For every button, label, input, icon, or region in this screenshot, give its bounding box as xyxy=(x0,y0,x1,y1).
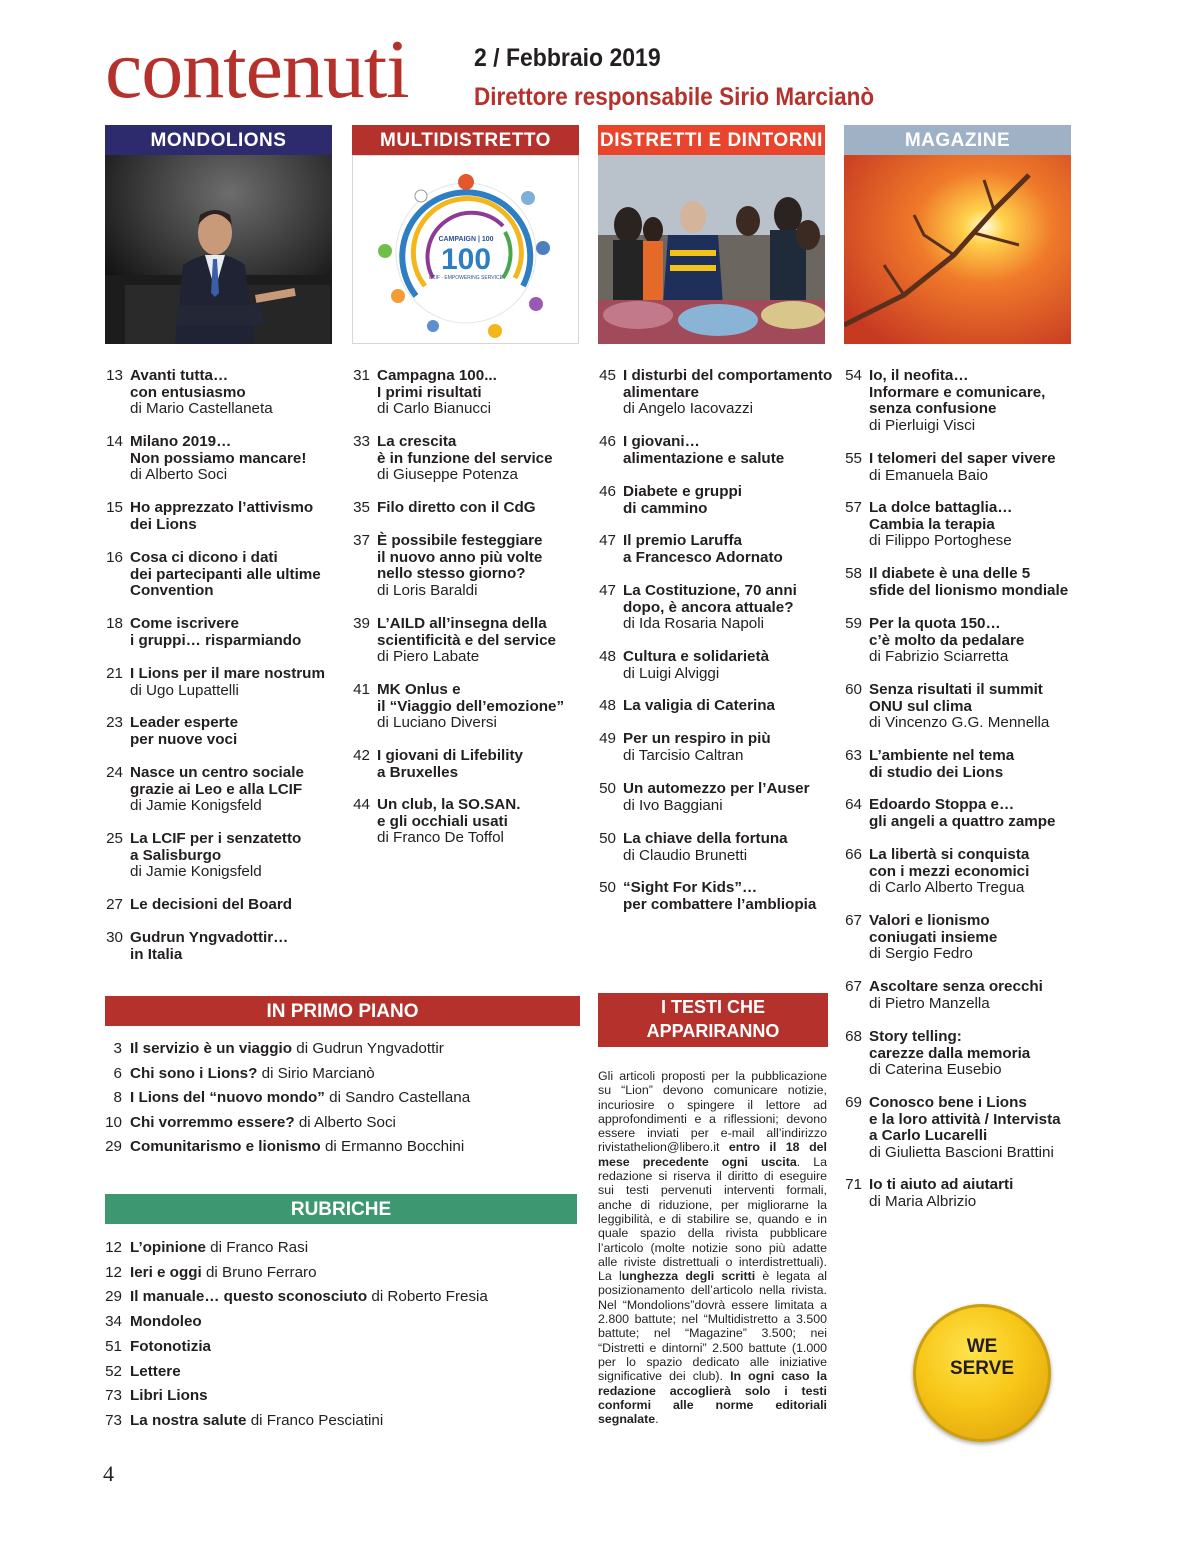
toc-page-number: 59 xyxy=(845,615,862,632)
toc-author: di Ivo Baggiani xyxy=(623,796,723,814)
list-page-number: 73 xyxy=(105,1387,122,1405)
toc-page-number: 13 xyxy=(106,367,123,384)
toc-entry-text xyxy=(130,897,340,914)
toc-page-number: 63 xyxy=(845,747,862,764)
campaign-100-logo xyxy=(353,156,579,344)
toc-page-number: 24 xyxy=(106,764,123,781)
toc-entry-text xyxy=(869,1029,1079,1079)
list-title: I Lions del “nuovo mondo” xyxy=(130,1089,325,1107)
list-author: di Roberto Fresia xyxy=(371,1288,488,1306)
toc-title: Come iscrivere i gruppi… risparmiando xyxy=(130,615,302,649)
column-heading-multidistretto: MULTIDISTRETTO xyxy=(352,125,579,155)
toc-entry-text xyxy=(869,748,1079,781)
toc-title: Senza risultati il summit ONU sul clima xyxy=(869,681,1043,715)
toc-title: Ascoltare senza orecchi xyxy=(869,978,1043,995)
photo-campaign-100 xyxy=(352,155,579,344)
photo-volunteers xyxy=(598,155,825,344)
toc-author: di Sergio Fedro xyxy=(869,945,973,963)
toc-author: di Jamie Konigsfeld xyxy=(130,797,262,815)
column-heading-distretti: DISTRETTI E DINTORNI xyxy=(598,125,825,155)
list-page-number: 6 xyxy=(113,1064,122,1082)
list-title: Il servizio è un viaggio xyxy=(130,1040,293,1057)
toc-author: di Piero Labate xyxy=(377,648,480,666)
volunteers-illustration xyxy=(598,155,825,344)
toc-title: I giovani… alimentazione e salute xyxy=(623,433,785,467)
toc-entry-text xyxy=(869,682,1079,732)
list-item xyxy=(100,1040,580,1057)
toc-page-number: 50 xyxy=(599,780,616,797)
toc-title: Avanti tutta… con entusiasmo xyxy=(130,367,246,401)
toc-title: La LCIF per i senzatetto a Salisburgo xyxy=(130,830,302,864)
notice-text-2: . La redazione si riserva il diritto di eseguire sui testi pervenuti interventi formali, anche di riduzione, per migliorarne la leggibilità, e di stabilire se, quando e in quale spazio della rivista pubblicare l’articolo (molte notizie sono più adatte alle riviste distrettuali o interdistrettuali). La l xyxy=(598,1154,827,1284)
toc-author: di Pietro Manzella xyxy=(869,994,990,1012)
notice-text-end: . xyxy=(655,1412,659,1427)
list-page-number: 29 xyxy=(105,1288,122,1306)
toc-entry-text xyxy=(869,616,1079,666)
svg-text:100: 100 xyxy=(440,243,492,276)
toc-entry-text xyxy=(130,434,340,484)
toc-author: di Vincenzo G.G. Mennella xyxy=(869,714,1050,732)
toc-page-number: 25 xyxy=(106,830,123,847)
toc-entry-text xyxy=(377,500,587,517)
toc-page-number: 23 xyxy=(106,714,123,731)
column-heading-magazine: MAGAZINE xyxy=(844,125,1071,155)
toc-author: di Jamie Konigsfeld xyxy=(130,863,262,881)
toc-entry-text xyxy=(623,649,833,682)
toc-entry-text xyxy=(869,847,1079,897)
list-author: di Franco Rasi xyxy=(210,1239,309,1256)
list-page-number: 52 xyxy=(105,1362,122,1380)
toc-title: I giovani di Lifebility a Bruxelles xyxy=(377,747,523,781)
toc-entry-text xyxy=(623,698,833,715)
toc-page-number: 60 xyxy=(845,681,862,698)
toc-page-number: 50 xyxy=(599,830,616,847)
toc-entry-text xyxy=(377,748,587,781)
toc-title: Io, il neofita… Informare e comunicare, senza confusione xyxy=(869,367,1046,418)
toc-title: Story telling: carezze dalla memoria xyxy=(869,1028,1031,1062)
toc-page-number: 48 xyxy=(599,648,616,665)
toc-page-number: 45 xyxy=(599,367,616,384)
toc-author: di Loris Baraldi xyxy=(377,581,478,599)
notice-heading xyxy=(598,993,828,1065)
toc-entry-text xyxy=(623,831,833,864)
toc-entry-text xyxy=(869,979,1079,1012)
notice-body xyxy=(598,1069,827,1426)
toc-title: I disturbi del comportamento alimentare xyxy=(623,367,833,401)
toc-title: Gudrun Yngvadottir… in Italia xyxy=(130,929,289,963)
toc-title: Io ti aiuto ad aiutarti xyxy=(869,1176,1014,1193)
speaker-illustration xyxy=(105,155,332,344)
list-item xyxy=(100,1089,580,1106)
toc-entry-text xyxy=(869,566,1079,599)
list-title: Libri Lions xyxy=(130,1387,208,1405)
toc-title: Edoardo Stoppa e… gli angeli a quattro zampe xyxy=(869,796,1056,830)
toc-entry-text xyxy=(869,451,1079,484)
badge-line2: SERVE xyxy=(949,1358,1015,1379)
in-primo-piano-heading: IN PRIMO PIANO xyxy=(105,996,580,1026)
toc-entry-text xyxy=(130,500,340,533)
toc-title: Il diabete è una delle 5 sfide del lionismo mondiale xyxy=(869,565,1069,599)
list-author: di Sirio Marcianò xyxy=(261,1064,375,1082)
list-item xyxy=(100,1338,580,1355)
toc-page-number: 47 xyxy=(599,532,616,549)
toc-page-number: 46 xyxy=(599,483,616,500)
list-title: Il manuale… questo sconosciuto xyxy=(130,1288,368,1306)
page-number: 4 xyxy=(103,1461,114,1486)
list-item xyxy=(100,1363,580,1380)
toc-author: di Tarcisio Caltran xyxy=(623,746,744,764)
list-page-number: 34 xyxy=(105,1313,122,1331)
toc-author: di Emanuela Baio xyxy=(869,466,989,484)
toc-entry-text xyxy=(869,500,1079,550)
toc-title: Ho apprezzato l’attivismo dei Lions xyxy=(130,499,314,533)
toc-author: di Ida Rosaria Napoli xyxy=(623,615,764,633)
toc-entry-text xyxy=(623,731,833,764)
toc-entry-text xyxy=(623,368,833,418)
notice-text-1: Gli articoli proposti per la pubblicazione su “Lion” devono comunicare notizie, incuriosire o spingere il lettore ad approfondimenti e a riflessioni; devono essere inviati per e-mail all’indirizzo rivistathelion@libero.it xyxy=(598,1069,827,1155)
toc-title: Milano 2019… Non possiamo mancare! xyxy=(130,433,307,467)
toc-entry-text xyxy=(130,765,340,815)
toc-title: I telomeri del saper vivere xyxy=(869,450,1056,467)
toc-entry-text xyxy=(869,368,1079,434)
toc-page-number: 46 xyxy=(599,433,616,450)
photo-speaker xyxy=(105,155,332,344)
toc-title: La chiave della fortuna xyxy=(623,830,788,847)
toc-entry-text xyxy=(377,368,587,418)
toc-title: I Lions per il mare nostrum xyxy=(130,665,325,682)
toc-page-number: 67 xyxy=(845,912,862,929)
we-serve-badge xyxy=(913,1304,1051,1442)
toc-author: di Mario Castellaneta xyxy=(130,400,273,418)
list-title: Ieri e oggi xyxy=(130,1263,202,1281)
badge-line1: WE xyxy=(966,1336,998,1357)
toc-author: di Franco De Toffol xyxy=(377,829,504,847)
list-author: di Alberto Soci xyxy=(298,1113,396,1131)
toc-entry-text xyxy=(623,484,833,517)
list-author: di Bruno Ferraro xyxy=(205,1263,317,1281)
list-item xyxy=(100,1264,580,1281)
toc-entry-text xyxy=(377,682,587,732)
list-page-number: 73 xyxy=(105,1411,122,1429)
toc-page-number: 55 xyxy=(845,450,862,467)
toc-entry-text xyxy=(869,797,1079,830)
toc-entry-text xyxy=(130,616,340,649)
toc-author: di Giuseppe Potenza xyxy=(377,466,519,484)
list-title: Chi vorremmo essere? xyxy=(130,1113,295,1131)
toc-page-number: 54 xyxy=(845,367,862,384)
list-item xyxy=(100,1313,580,1330)
list-author: di Franco Pesciatini xyxy=(250,1411,384,1429)
toc-title: Campagna 100... I primi risultati xyxy=(377,367,497,401)
toc-author: di Angelo Iacovazzi xyxy=(623,400,754,418)
toc-page-number: 37 xyxy=(353,532,370,549)
list-item xyxy=(100,1114,580,1131)
toc-entry-text xyxy=(623,880,833,913)
photo-magazine-sun xyxy=(844,155,1071,344)
toc-entry-text xyxy=(130,368,340,418)
list-item xyxy=(100,1387,580,1404)
sun-branch-illustration xyxy=(844,155,1071,344)
toc-page-number: 67 xyxy=(845,978,862,995)
list-title: Mondoleo xyxy=(130,1313,202,1331)
toc-page-number: 71 xyxy=(845,1176,862,1193)
toc-author: di Maria Albrizio xyxy=(869,1192,977,1210)
toc-page-number: 69 xyxy=(845,1094,862,1111)
notice-heading-line2: SU “LION”... xyxy=(659,1045,766,1065)
toc-title: Per un respiro in più xyxy=(623,730,771,747)
toc-page-number: 15 xyxy=(106,499,123,516)
list-page-number: 3 xyxy=(113,1040,122,1057)
toc-page-number: 39 xyxy=(353,615,370,632)
toc-title: Il premio Laruffa a Francesco Adornato xyxy=(623,532,783,566)
toc-entry-text xyxy=(869,1177,1079,1210)
toc-page-number: 31 xyxy=(353,367,370,384)
toc-page-number: 16 xyxy=(106,549,123,566)
toc-title: Leader esperte per nuove voci xyxy=(130,714,239,748)
toc-title: L’ambiente nel tema di studio dei Lions xyxy=(869,747,1015,781)
toc-page-number: 30 xyxy=(106,929,123,946)
notice-rules: In ogni caso la redazione accoglierà solo i testi conformi alle norme editoriali segnalate xyxy=(598,1369,827,1427)
toc-entry-text xyxy=(869,1095,1079,1161)
toc-author: di Claudio Brunetti xyxy=(623,846,748,864)
toc-title: Valori e lionismo coniugati insieme xyxy=(869,912,998,946)
notice-deadline: entro il 18 del mese precedente ogni uscita xyxy=(598,1140,827,1169)
list-page-number: 12 xyxy=(105,1263,122,1281)
toc-author: di Caterina Eusebio xyxy=(869,1061,1002,1079)
notice-length-label: unghezza degli scritti xyxy=(621,1269,756,1284)
toc-title: Le decisioni del Board xyxy=(130,896,293,913)
list-title: Lettere xyxy=(130,1362,181,1380)
toc-entry-text xyxy=(130,930,340,963)
toc-entry-text xyxy=(623,583,833,633)
list-item xyxy=(100,1065,580,1082)
list-title: Chi sono i Lions? xyxy=(130,1064,258,1082)
toc-title: Cultura e solidarietà xyxy=(623,648,770,665)
toc-page-number: 68 xyxy=(845,1028,862,1045)
toc-title: La valigia di Caterina xyxy=(623,697,775,714)
toc-title: Per la quota 150… c’è molto da pedalare xyxy=(869,615,1025,649)
list-page-number: 10 xyxy=(105,1113,122,1131)
list-page-number: 8 xyxy=(113,1089,122,1107)
toc-page-number: 57 xyxy=(845,499,862,516)
toc-page-number: 35 xyxy=(353,499,370,516)
toc-title: È possibile festeggiare il nuovo anno più volte nello stesso giorno? xyxy=(377,532,543,583)
toc-entry-text xyxy=(130,666,340,699)
toc-entry-text xyxy=(869,913,1079,963)
toc-author: di Fabrizio Sciarretta xyxy=(869,648,1009,666)
toc-page-number: 21 xyxy=(106,665,123,682)
toc-title: Nasce un centro sociale grazie ai Leo e alla LCIF xyxy=(130,764,304,798)
toc-author: di Carlo Bianucci xyxy=(377,400,491,418)
toc-page-number: 42 xyxy=(353,747,370,764)
list-item xyxy=(100,1412,580,1429)
toc-entry-text xyxy=(377,797,587,847)
toc-title: La crescita è in funzione del service xyxy=(377,433,553,467)
toc-page-number: 47 xyxy=(599,582,616,599)
issue-date: 2 / Febbraio 2019 xyxy=(474,44,661,72)
toc-author: di Filippo Portoghese xyxy=(869,532,1012,550)
notice-text-3: è legata al posizionamento dell’articolo nella rivista. Nel “Mondolions”dovrà essere limitata a 2.800 battute; nel “Multidistretto a 3.500 battute; nel “Magazine” 3.500; nei “Distretti e dintorni” 2.500 battute (1.000 per lo spazio dedicato alle iniziative significative dei club). xyxy=(598,1269,827,1384)
toc-page-number: 44 xyxy=(353,796,370,813)
list-item xyxy=(100,1239,580,1256)
toc-entry-text xyxy=(377,616,587,666)
toc-page-number: 27 xyxy=(106,896,123,913)
list-item xyxy=(100,1288,580,1305)
list-title: L’opinione xyxy=(130,1239,206,1256)
toc-title: Un club, la SO.SAN. e gli occhiali usati xyxy=(377,796,521,830)
toc-title: La dolce battaglia… Cambia la terapia xyxy=(869,499,1013,533)
toc-title: “Sight For Kids”… per combattere l’ambliopia xyxy=(623,879,817,913)
toc-page-number: 18 xyxy=(106,615,123,632)
toc-author: di Carlo Alberto Tregua xyxy=(869,879,1025,897)
notice-heading-line1: I TESTI CHE APPARIRANNO xyxy=(646,997,780,1041)
toc-entry-text xyxy=(377,434,587,484)
toc-page-number: 48 xyxy=(599,697,616,714)
toc-entry-text xyxy=(130,831,340,881)
toc-author: di Luciano Diversi xyxy=(377,714,497,732)
list-title: La nostra salute xyxy=(130,1411,247,1429)
magazine-section-title: contenuti xyxy=(105,23,409,116)
list-title: Fotonotizia xyxy=(130,1337,211,1355)
list-author: di Ermanno Bocchini xyxy=(324,1138,465,1156)
list-author: di Sandro Castellana xyxy=(329,1089,471,1107)
toc-page-number: 66 xyxy=(845,846,862,863)
toc-page-number: 14 xyxy=(106,433,123,450)
toc-author: di Pierluigi Visci xyxy=(869,416,976,434)
toc-title: Filo diretto con il CdG xyxy=(377,499,536,516)
toc-title: L’AILD all’insegna della scientificità e del service xyxy=(377,615,556,649)
toc-page-number: 58 xyxy=(845,565,862,582)
toc-page-number: 64 xyxy=(845,796,862,813)
toc-author: di Luigi Alviggi xyxy=(623,664,720,682)
toc-title: Cosa ci dicono i dati dei partecipanti alle ultime Convention xyxy=(130,549,321,600)
toc-entry-text xyxy=(130,715,340,748)
toc-title: La Costituzione, 70 anni dopo, è ancora attuale? xyxy=(623,582,797,616)
toc-entry-text xyxy=(377,533,587,599)
toc-page-number: 41 xyxy=(353,681,370,698)
list-page-number: 51 xyxy=(105,1337,122,1355)
svg-text:CAMPAIGN | 100: CAMPAIGN | 100 xyxy=(438,236,494,243)
svg-text:LCIF · EMPOWERING SERVICE: LCIF · EMPOWERING SERVICE xyxy=(429,275,503,281)
toc-author: di Alberto Soci xyxy=(130,466,228,484)
toc-entry-text xyxy=(623,533,833,566)
column-heading-mondolions: MONDOLIONS xyxy=(105,125,332,155)
list-item xyxy=(100,1138,580,1155)
toc-title: Diabete e gruppi di cammino xyxy=(623,483,742,517)
list-title: Comunitarismo e lionismo xyxy=(130,1138,321,1156)
toc-title: Conosco bene i Lions e la loro attività / Intervista a Carlo Lucarelli xyxy=(869,1094,1061,1145)
toc-page-number: 33 xyxy=(353,433,370,450)
list-page-number: 29 xyxy=(105,1138,122,1156)
toc-entry-text xyxy=(623,781,833,814)
toc-page-number: 50 xyxy=(599,879,616,896)
toc-author: di Ugo Lupattelli xyxy=(130,681,239,699)
toc-author: di Giulietta Bascioni Brattini xyxy=(869,1143,1054,1161)
list-author: di Gudrun Yngvadottir xyxy=(296,1040,444,1057)
list-page-number: 12 xyxy=(105,1239,122,1256)
rubriche-heading: RUBRICHE xyxy=(105,1194,577,1224)
toc-page-number: 49 xyxy=(599,730,616,747)
toc-entry-text xyxy=(623,434,833,467)
toc-title: La libertà si conquista con i mezzi economici xyxy=(869,846,1030,880)
toc-entry-text xyxy=(130,550,340,600)
toc-title: MK Onlus e il “Viaggio dell’emozione” xyxy=(377,681,565,715)
toc-title: Un automezzo per l’Auser xyxy=(623,780,810,797)
director-line: Direttore responsabile Sirio Marcianò xyxy=(474,83,875,111)
